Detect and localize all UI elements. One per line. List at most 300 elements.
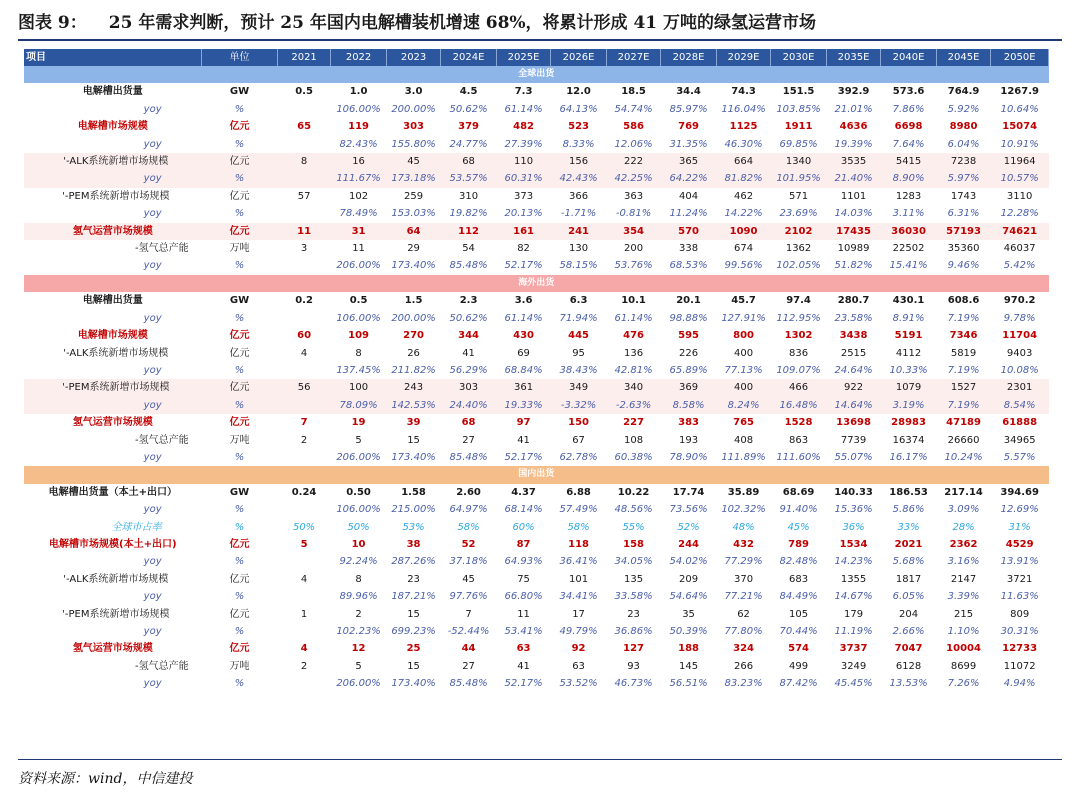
table-cell: 65 (297, 121, 312, 133)
table-cell: 9.78% (1003, 312, 1036, 324)
table-cell: 574 (788, 643, 809, 655)
metric-row (24, 240, 1049, 257)
table-cell: 57193 (936, 223, 991, 240)
row-label: yoy (143, 556, 162, 568)
table-cell: 58% (457, 521, 480, 533)
table-cell: 5 (300, 538, 308, 550)
table-cell: 179 (844, 608, 864, 620)
table-cell: 41 (517, 660, 530, 672)
table-cell: 7.19% (936, 397, 991, 414)
table-cell: 64 (386, 223, 441, 240)
metric-row (24, 292, 1049, 309)
table-cell: 1355 (840, 573, 867, 585)
table-cell: 33.58% (614, 591, 653, 603)
table-cell (277, 675, 330, 692)
table-cell: 19 (351, 417, 366, 429)
table-cell: 106.00% (336, 504, 381, 516)
table-cell: 66.80% (504, 591, 543, 603)
table-cell: 2 (300, 660, 308, 672)
table-cell: 23 (407, 573, 420, 585)
table-cell: 0.24 (291, 486, 317, 498)
table-cell: 5 (355, 660, 362, 672)
table-cell: 68.69 (782, 486, 815, 498)
table-cell: 54 (462, 243, 475, 255)
table-cell (277, 588, 330, 605)
table-cell (277, 310, 330, 327)
table-cell: 53.57% (441, 170, 497, 187)
row-unit: % (234, 103, 245, 115)
yoy-row (24, 170, 1049, 187)
table-cell: 109.07% (776, 364, 821, 376)
table-cell: 23.58% (834, 312, 873, 324)
table-cell: 8.58% (661, 397, 717, 414)
table-cell: 140.33 (834, 486, 873, 498)
table-cell: 81.82% (716, 170, 771, 187)
table-cell: 64.93% (504, 556, 543, 568)
table-cell: 10.22 (617, 486, 650, 498)
table-cell: 85.48% (449, 451, 488, 463)
header-unit: 单位 (202, 49, 278, 66)
table-cell: 432 (733, 538, 754, 550)
header-year: 2040E (881, 49, 937, 66)
table-cell: 30.31% (1000, 626, 1039, 637)
row-label: yoy (143, 312, 162, 324)
table-cell: 34.4 (676, 86, 701, 98)
row-label: 电解槽出货量（本土+出口） (48, 486, 178, 498)
metric-row (24, 153, 1049, 170)
table-cell: 1.58 (401, 486, 426, 498)
table-cell: 92.24% (339, 556, 378, 568)
table-cell: 789 (788, 538, 809, 550)
table-cell: 1283 (895, 190, 922, 202)
table-cell: 116.04% (721, 103, 766, 115)
table-cell: 17435 (826, 223, 881, 240)
table-cell: 3249 (840, 660, 867, 672)
table-cell: 16 (331, 153, 387, 170)
table-cell: 87 (516, 538, 531, 550)
row-label: yoy (24, 170, 202, 187)
table-cell: 41 (462, 347, 475, 359)
table-cell: 10004 (946, 643, 981, 655)
row-label: yoy (143, 364, 162, 376)
table-cell: 51.82% (834, 260, 873, 272)
table-cell: 56.29% (449, 364, 488, 376)
table-cell: 2515 (840, 347, 867, 359)
table-cell: 970.2 (1003, 295, 1036, 307)
table-body (24, 66, 1049, 693)
table-cell: 324 (733, 643, 754, 655)
table-cell: 8.54% (991, 397, 1049, 414)
table-cell: 108 (624, 434, 644, 446)
table-cell: 1362 (785, 243, 812, 255)
table-cell: 11 (277, 223, 330, 240)
table-cell: 2021 (894, 538, 923, 550)
table-cell: 106.00% (336, 312, 381, 324)
row-label: '-ALK系统新增市场规模 (24, 153, 202, 170)
header-year: 2024E (441, 49, 497, 66)
table-cell: 109 (348, 330, 369, 342)
table-cell: 36.41% (559, 556, 598, 568)
table-cell: 7739 (840, 434, 867, 446)
table-cell: 28% (952, 521, 975, 533)
table-cell: 392.9 (837, 86, 870, 98)
metric-row (24, 345, 1049, 362)
yoy-row (24, 101, 1049, 118)
row-label: '-PEM系统新增市场规模 (62, 190, 170, 202)
table-cell: 5.97% (936, 170, 991, 187)
table-cell: 922 (826, 379, 881, 396)
row-label: 氢气运营市场规模 (72, 643, 153, 655)
table-cell: 77.29% (724, 556, 763, 568)
table-cell: 0.50 (346, 486, 371, 498)
table-cell: 60.38% (614, 451, 653, 463)
table-cell: 12.0 (566, 86, 591, 98)
row-label: '-ALK系统新增市场规模 (63, 573, 169, 585)
table-cell: 24.40% (441, 397, 497, 414)
table-cell: 60% (512, 521, 535, 533)
table-cell: 9.46% (947, 260, 980, 272)
table-cell: 20.13% (504, 208, 543, 220)
table-cell: 8 (277, 153, 330, 170)
table-cell: 20.1 (676, 295, 701, 307)
table-cell: 54.02% (669, 556, 708, 568)
table-cell: 67 (572, 434, 585, 446)
table-cell: 280.7 (837, 295, 870, 307)
table-cell: 3110 (1006, 190, 1033, 202)
table-cell: 64.97% (449, 504, 488, 516)
table-cell: 173.40% (391, 260, 436, 272)
yoy-row (24, 257, 1049, 274)
table-cell: 26660 (947, 434, 980, 446)
table-cell: 55% (622, 521, 645, 533)
table-cell: 102.32% (721, 504, 766, 516)
table-cell: 49.79% (559, 626, 598, 637)
table-cell: 310 (459, 190, 479, 202)
table-cell: 5.42% (1003, 260, 1036, 272)
section-header-row (24, 66, 1049, 83)
table-cell: 61.14% (614, 312, 653, 324)
row-label: '-PEM系统新增市场规模 (62, 608, 170, 620)
row-unit: 亿元 (229, 608, 250, 620)
table-cell: 151.5 (782, 86, 815, 98)
table-cell: 9403 (1006, 347, 1033, 359)
table-cell: 1101 (840, 190, 867, 202)
row-label: yoy (143, 626, 162, 637)
table-cell: 57.49% (559, 504, 598, 516)
table-cell: 58.15% (559, 260, 598, 272)
table-cell: 5.92% (947, 103, 980, 115)
table-cell: 37.18% (449, 556, 488, 568)
table-cell: 3.0 (404, 86, 423, 98)
header-year: 2027E (606, 49, 661, 66)
table-cell: 1.10% (947, 626, 980, 637)
table-cell: 7.19% (947, 364, 980, 376)
table-cell: 383 (678, 417, 699, 429)
row-label: yoy (143, 260, 162, 272)
table-cell: 1817 (895, 573, 922, 585)
table-cell: 27 (462, 434, 475, 446)
table-cell: 7238 (936, 153, 991, 170)
yoy-row (24, 310, 1049, 327)
share-row (24, 519, 1049, 536)
table-cell: 10.64% (1000, 103, 1039, 115)
table-cell: 16.17% (889, 451, 928, 463)
yoy-row (24, 675, 1049, 692)
table-cell: 145 (679, 660, 699, 672)
table-cell: 127 (623, 643, 644, 655)
table-cell: 193 (679, 434, 699, 446)
table-cell: 6.88 (566, 486, 591, 498)
table-cell: 1090 (716, 223, 771, 240)
table-cell: 135 (624, 573, 644, 585)
metric-row (24, 484, 1049, 501)
row-label: 氢气运营市场规模 (72, 417, 153, 429)
table-cell: 106.00% (336, 103, 381, 115)
table-cell: 61888 (1002, 417, 1038, 429)
table-cell: 31% (1008, 521, 1031, 533)
table-cell: 10.57% (991, 170, 1049, 187)
table-cell: 111.67% (331, 170, 387, 187)
table-cell: 215.00% (391, 504, 436, 516)
table-cell: 50% (292, 521, 316, 533)
table-cell: 63 (572, 660, 585, 672)
table-cell: 187.21% (391, 591, 436, 603)
table-cell: 53.41% (504, 626, 543, 637)
table-cell: 1125 (729, 121, 758, 133)
table-cell: 15 (407, 608, 420, 620)
table-cell: 77.80% (724, 626, 763, 637)
table-cell: 50.62% (449, 103, 488, 115)
table-cell: 85.48% (449, 678, 488, 690)
table-cell: 68 (441, 153, 497, 170)
row-unit: 亿元 (202, 379, 278, 396)
table-cell: 153.03% (391, 208, 436, 220)
table-cell: 1.5 (404, 295, 423, 307)
footer-rule (18, 759, 1062, 760)
table-cell: 1 (300, 608, 308, 620)
section-label: 国内出货 (24, 466, 1049, 483)
header-year: 2029E (716, 49, 771, 66)
table-cell: 45 (386, 153, 441, 170)
table-cell: 10.33% (889, 364, 928, 376)
table-cell: 54.74% (614, 103, 653, 115)
table-cell: 31 (331, 223, 387, 240)
table-cell: 2301 (991, 379, 1049, 396)
table-cell: 586 (623, 121, 644, 133)
table-cell: 0.2 (295, 295, 313, 307)
table-cell: 15.36% (834, 504, 873, 516)
metric-row (24, 379, 1049, 396)
table-cell: 12.28% (1000, 208, 1039, 220)
metric-row (24, 83, 1049, 100)
table-cell: 287.26% (391, 556, 436, 568)
table-cell: 222 (606, 153, 661, 170)
table-cell: 52.17% (504, 260, 543, 272)
table-cell: 99.56% (724, 260, 763, 272)
row-unit: % (234, 208, 245, 220)
table-cell: 47189 (946, 417, 981, 429)
row-unit: 万吨 (229, 660, 250, 672)
title-rule (18, 39, 1062, 41)
table-cell: 3.39% (947, 591, 980, 603)
table-cell: 11.24% (669, 208, 708, 220)
table-cell: 1534 (839, 538, 868, 550)
source-note: 资料来源：wind，中信建投 (18, 771, 193, 787)
table-cell: 74.3 (731, 86, 756, 98)
table-cell: 101 (569, 573, 589, 585)
table-cell: 15 (407, 660, 420, 672)
table-cell: 6.31% (947, 208, 980, 220)
table-cell: 11704 (1002, 330, 1038, 342)
table-cell: 111.89% (721, 451, 766, 463)
table-cell: 52.17% (504, 678, 543, 690)
table-cell: 5.68% (892, 556, 925, 568)
table-cell: 1911 (784, 121, 813, 133)
table-cell: 5.57% (1003, 451, 1036, 463)
table-cell: 7047 (894, 643, 923, 655)
table-cell: 64.13% (559, 103, 598, 115)
table-cell: 92 (571, 643, 586, 655)
table-cell: 8 (355, 573, 362, 585)
table-cell: 33% (897, 521, 920, 533)
row-label: 电解槽市场规模(本土+出口) (49, 538, 177, 550)
table-cell: 361 (496, 379, 551, 396)
metric-row (24, 188, 1049, 205)
table-cell: 408 (734, 434, 754, 446)
table-cell: 2 (300, 434, 308, 446)
table-cell: 4 (300, 643, 308, 655)
table-cell: 366 (569, 190, 589, 202)
table-cell: 4.5 (459, 86, 478, 98)
yoy-row (24, 205, 1049, 222)
table-cell: 48% (732, 521, 755, 533)
table-cell: 24.64% (834, 364, 873, 376)
table-cell: 84.49% (779, 591, 818, 603)
table-cell: 462 (734, 190, 754, 202)
table-cell (277, 362, 330, 379)
row-unit: % (234, 591, 245, 603)
table-cell: 68.53% (669, 260, 708, 272)
table-cell: 53.76% (614, 260, 653, 272)
row-unit: % (234, 504, 245, 516)
table-cell: 430 (513, 330, 534, 342)
row-unit: 亿元 (229, 643, 250, 655)
table-cell: 206.00% (336, 451, 381, 463)
table-cell: 14.64% (826, 397, 881, 414)
table-cell: 482 (513, 121, 534, 133)
table-cell: 68 (461, 417, 476, 429)
table-cell: 82.43% (339, 138, 378, 150)
table-cell: 21.40% (826, 170, 881, 187)
table-cell: 18.5 (621, 86, 646, 98)
row-label: 电解槽出货量 (82, 86, 143, 98)
table-cell: 404 (679, 190, 699, 202)
table-cell: 1528 (784, 417, 813, 429)
table-cell: 206.00% (336, 260, 381, 272)
table-cell: 156 (551, 153, 607, 170)
table-cell: 45.45% (834, 678, 873, 690)
table-cell: 136 (624, 347, 644, 359)
row-unit: % (202, 397, 278, 414)
header-year: 2030E (771, 49, 827, 66)
table-cell: 42.25% (606, 170, 661, 187)
table-cell: 3.19% (881, 397, 937, 414)
row-unit: GW (229, 486, 250, 498)
table-cell: 15 (407, 434, 420, 446)
row-unit: % (234, 138, 245, 150)
table-cell: 445 (568, 330, 589, 342)
table-cell: 111.60% (776, 451, 821, 463)
row-unit: % (234, 678, 245, 690)
table-cell: 14.67% (834, 591, 873, 603)
table-cell: 11 (352, 243, 365, 255)
row-label: 全球市占率 (111, 521, 162, 533)
table-cell: 26 (407, 347, 420, 359)
table-cell: 52% (677, 521, 700, 533)
row-unit: 亿元 (229, 573, 250, 585)
table-cell: 46.30% (724, 138, 763, 150)
table-cell: 45 (462, 573, 475, 585)
row-unit: 亿元 (229, 190, 250, 202)
table-cell: 158 (623, 538, 644, 550)
table-cell: 369 (661, 379, 717, 396)
table-cell: 46037 (1003, 243, 1036, 255)
table-cell: 6.05% (892, 591, 925, 603)
row-unit: 亿元 (229, 330, 250, 342)
table-cell: 85.97% (669, 103, 708, 115)
row-label: 氢气运营市场规模 (24, 223, 202, 240)
header-year: 2023 (386, 49, 441, 66)
table-cell: 1.0 (349, 86, 368, 98)
table-cell: 17.74 (672, 486, 705, 498)
table-cell: 14.23% (834, 556, 873, 568)
table-cell: 52.17% (504, 451, 543, 463)
table-cell: 340 (606, 379, 661, 396)
row-label: yoy (143, 451, 162, 463)
table-cell: 45.7 (731, 295, 756, 307)
table-cell: 137.45% (336, 364, 381, 376)
table-cell: 11.19% (834, 626, 873, 637)
table-cell: 765 (733, 417, 754, 429)
table-cell: 5819 (950, 347, 977, 359)
table-cell: 699.23% (391, 626, 436, 637)
header-year: 2050E (991, 49, 1049, 66)
table-cell: 38 (406, 538, 421, 550)
table-cell: 17 (572, 608, 585, 620)
table-cell: 19.82% (449, 208, 488, 220)
table-cell: 365 (661, 153, 717, 170)
table-cell: 3.11% (892, 208, 925, 220)
table-cell (277, 205, 330, 222)
table-cell: 7.86% (892, 103, 925, 115)
table-cell: 27 (462, 660, 475, 672)
section-header-row (24, 466, 1049, 483)
forecast-table (24, 49, 1049, 693)
table-cell: 68.14% (504, 504, 543, 516)
table-cell: 338 (679, 243, 699, 255)
table-cell: 11964 (991, 153, 1049, 170)
row-label: '-PEM系统新增市场规模 (24, 379, 202, 396)
row-label: '-ALK系统新增市场规模 (63, 347, 169, 359)
table-cell: 12733 (1002, 643, 1038, 655)
yoy-row (24, 136, 1049, 153)
table-cell (277, 553, 330, 570)
table-cell: 31.35% (669, 138, 708, 150)
table-cell: 8.33% (562, 138, 595, 150)
table-cell: 11 (517, 608, 530, 620)
table-cell: 7 (465, 608, 472, 620)
table-cell: 38.43% (559, 364, 598, 376)
